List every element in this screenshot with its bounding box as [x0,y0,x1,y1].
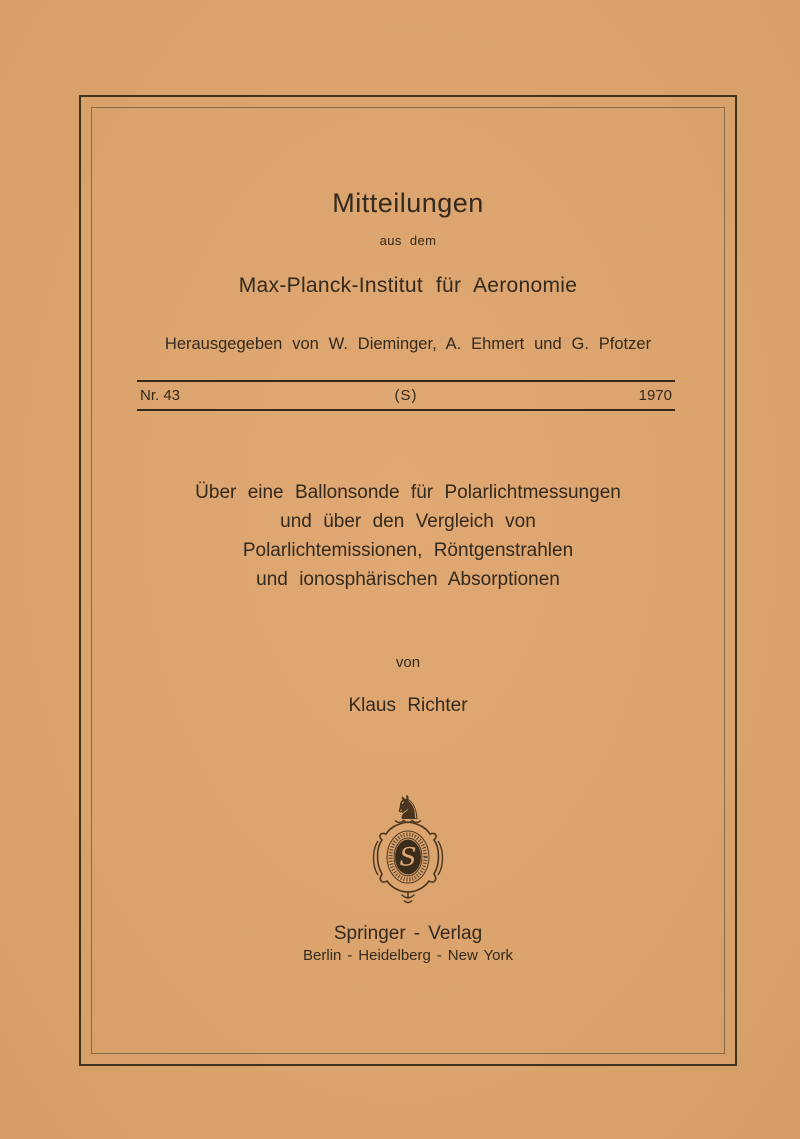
by-label: von [395,654,421,671]
issue-year: 1970 [638,387,672,404]
title-line: Polarlichtemissionen, Röntgenstrahlen [242,540,574,561]
publisher-name: Springer - Verlag [333,923,483,944]
title-line: und über den Vergleich von [280,511,536,532]
series-title: Mitteilungen [332,188,484,218]
knight-icon: ♞ [393,788,423,827]
title-line: und ionosphärischen Absorptionen [256,569,560,590]
author-name: Klaus Richter [348,695,468,716]
issue-series-code: (S) [394,387,418,404]
springer-emblem-icon [368,786,448,908]
issue-line [137,382,675,409]
institute-name: Max-Planck-Institut für Aeronomie [238,274,578,297]
series-subtitle: aus dem [379,233,437,248]
editors-line: Herausgegeben von W. Dieminger, A. Ehmert und G. Pfotzer [164,335,652,353]
publisher-monogram: S [399,842,417,872]
publisher-cities: Berlin - Heidelberg - New York [303,947,513,964]
issue-number: Nr. 43 [140,387,181,404]
issue-bar [137,380,675,411]
publication-title [81,478,735,594]
title-line: Über eine Ballonsonde für Polarlichtmessungen [195,482,621,503]
cover-outer-border [79,95,737,1066]
